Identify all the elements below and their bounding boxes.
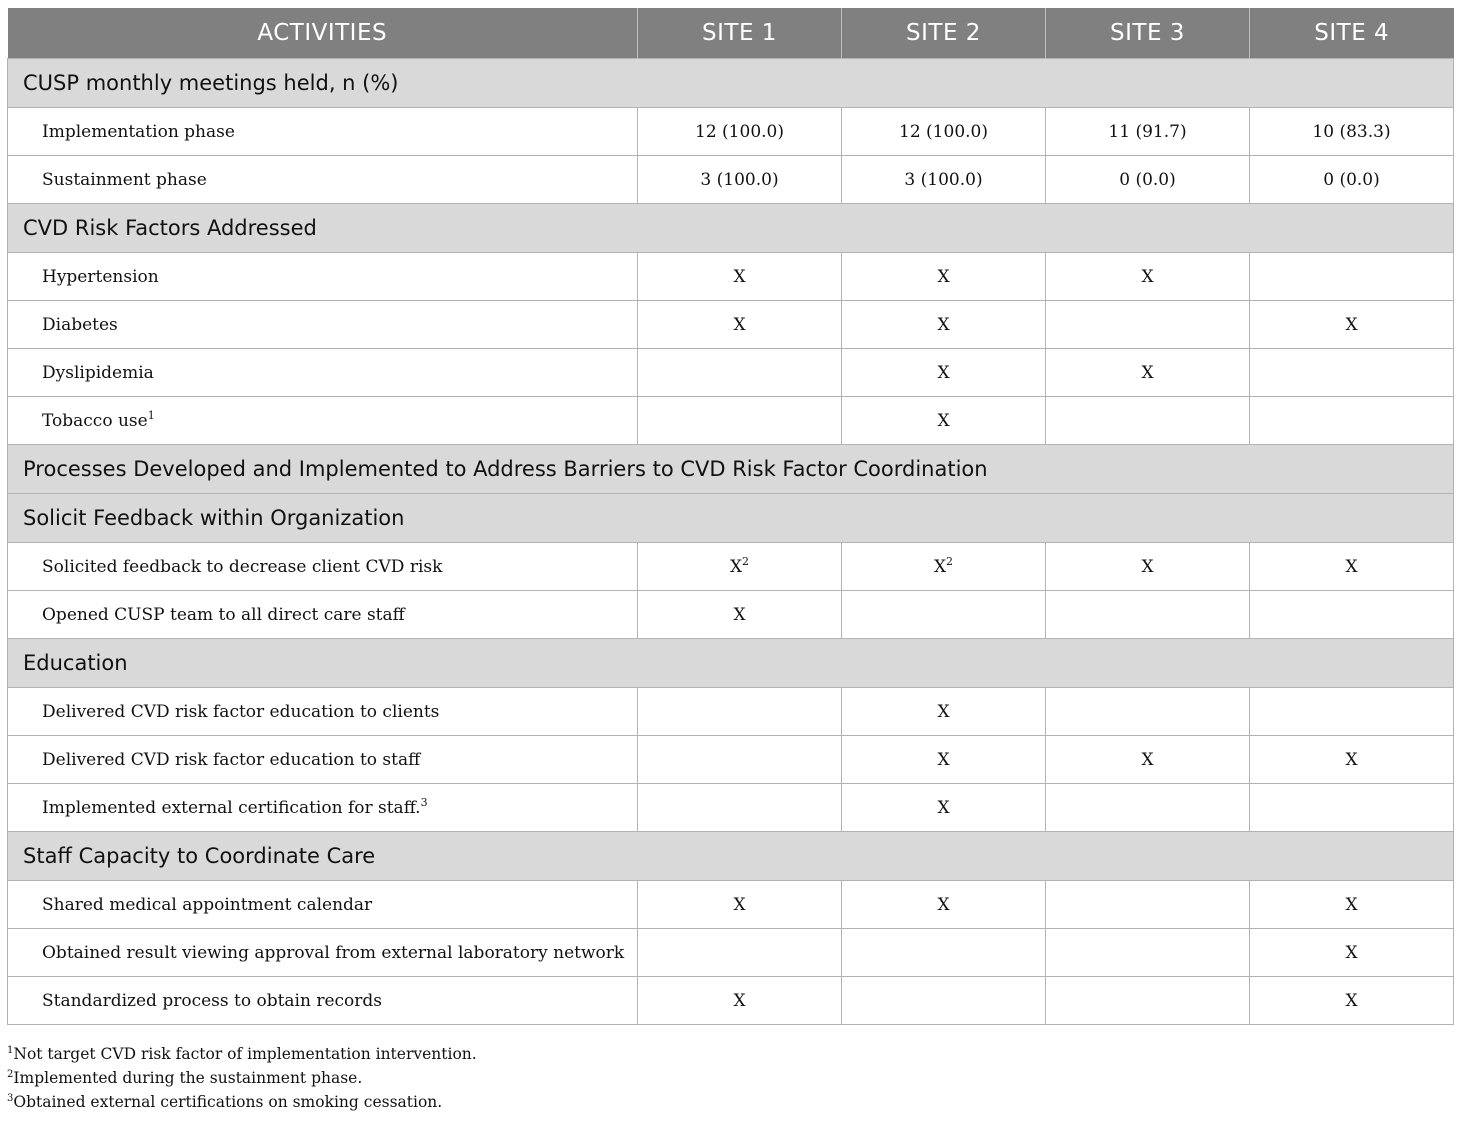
footnote — [7, 1042, 477, 1066]
header-site-4: SITE 4 — [1250, 8, 1454, 59]
table-row — [8, 977, 1454, 1025]
section-processes — [8, 445, 1454, 494]
table-row — [8, 929, 1454, 977]
table-row — [8, 881, 1454, 929]
cell-site-2: X — [842, 349, 1046, 397]
footnote-mark: 3 — [420, 795, 428, 809]
footnote-mark: 2 — [742, 554, 750, 568]
section-title: Education — [8, 639, 1454, 688]
cell-site-4 — [1250, 349, 1454, 397]
cell-site-3: X — [1046, 736, 1250, 784]
cell-site-2 — [842, 543, 1046, 591]
table-row — [8, 591, 1454, 639]
footnote-mark: 1 — [147, 408, 155, 422]
footnote-text: Not target CVD risk factor of implementation intervention. — [13, 1045, 477, 1063]
cell-site-2: X — [842, 397, 1046, 445]
table-header-row — [8, 8, 1454, 59]
cell-site-2: 3 (100.0) — [842, 156, 1046, 204]
table-row — [8, 784, 1454, 832]
cell-site-4: X — [1250, 736, 1454, 784]
cell-site-2: X — [842, 688, 1046, 736]
cell-site-3 — [1046, 688, 1250, 736]
cell-site-1: X — [638, 591, 842, 639]
cell-site-3 — [1046, 929, 1250, 977]
cell-site-1: X — [638, 881, 842, 929]
cell-site-3 — [1046, 301, 1250, 349]
cell-site-1: X — [638, 253, 842, 301]
cell-site-4 — [1250, 784, 1454, 832]
section-title: CUSP monthly meetings held, n (%) — [8, 59, 1454, 108]
table-row — [8, 156, 1454, 204]
header-site-3: SITE 3 — [1046, 8, 1250, 59]
row-label-text: Tobacco use — [42, 410, 148, 431]
cell-site-4 — [1250, 397, 1454, 445]
cell-site-4: 0 (0.0) — [1250, 156, 1454, 204]
footnote-text: Implemented during the sustainment phase. — [13, 1069, 363, 1087]
row-label: Standardized process to obtain records — [8, 977, 638, 1025]
footnote-mark: 3 — [7, 1093, 14, 1104]
row-label: Sustainment phase — [8, 156, 638, 204]
cell-site-1 — [638, 688, 842, 736]
row-label — [8, 397, 638, 445]
cell-site-2: X — [842, 301, 1046, 349]
activities-table — [7, 8, 1454, 1025]
cell-site-2 — [842, 591, 1046, 639]
footnote-mark: 1 — [7, 1045, 14, 1056]
row-label: Shared medical appointment calendar — [8, 881, 638, 929]
row-label: Diabetes — [8, 301, 638, 349]
header-activities: ACTIVITIES — [8, 8, 638, 59]
cell-site-4: X — [1250, 543, 1454, 591]
row-label: Delivered CVD risk factor education to clients — [8, 688, 638, 736]
cell-site-4 — [1250, 591, 1454, 639]
cell-site-4: X — [1250, 881, 1454, 929]
cell-site-1 — [638, 784, 842, 832]
cell-site-3 — [1046, 397, 1250, 445]
cell-site-1: X — [638, 301, 842, 349]
cell-site-4: X — [1250, 301, 1454, 349]
cell-site-2: X — [842, 784, 1046, 832]
table-row — [8, 736, 1454, 784]
row-label: Solicited feedback to decrease client CVD risk — [8, 543, 638, 591]
cell-site-3: 11 (91.7) — [1046, 108, 1250, 156]
table-row — [8, 301, 1454, 349]
table-row — [8, 543, 1454, 591]
cell-site-3 — [1046, 784, 1250, 832]
cell-site-4: X — [1250, 929, 1454, 977]
cell-site-4 — [1250, 688, 1454, 736]
row-label: Obtained result viewing approval from external laboratory network — [8, 929, 638, 977]
cell-site-1 — [638, 397, 842, 445]
section-title: CVD Risk Factors Addressed — [8, 204, 1454, 253]
cell-value: X — [933, 556, 947, 577]
cell-site-3: 0 (0.0) — [1046, 156, 1250, 204]
cell-site-2: X — [842, 736, 1046, 784]
footnote-text: Obtained external certifications on smoking cessation. — [13, 1093, 443, 1111]
cell-site-3: X — [1046, 543, 1250, 591]
cell-site-1 — [638, 543, 842, 591]
row-label: Hypertension — [8, 253, 638, 301]
cell-site-2 — [842, 929, 1046, 977]
section-title: Staff Capacity to Coordinate Care — [8, 832, 1454, 881]
cell-site-2: X — [842, 253, 1046, 301]
section-meetings — [8, 59, 1454, 108]
section-risk-factors — [8, 204, 1454, 253]
cell-site-3 — [1046, 591, 1250, 639]
cell-site-1 — [638, 736, 842, 784]
cell-site-1 — [638, 349, 842, 397]
footnote-mark: 2 — [7, 1069, 14, 1080]
header-site-1: SITE 1 — [638, 8, 842, 59]
cell-site-4: 10 (83.3) — [1250, 108, 1454, 156]
table-row — [8, 397, 1454, 445]
table-row — [8, 108, 1454, 156]
row-label: Opened CUSP team to all direct care staff — [8, 591, 638, 639]
cell-site-3 — [1046, 977, 1250, 1025]
table-row — [8, 253, 1454, 301]
cell-site-1: 12 (100.0) — [638, 108, 842, 156]
row-label-text: Implemented external certification for staff. — [42, 797, 421, 818]
header-site-2: SITE 2 — [842, 8, 1046, 59]
section-education — [8, 639, 1454, 688]
cell-site-1: X — [638, 977, 842, 1025]
row-label: Dyslipidemia — [8, 349, 638, 397]
footnote — [7, 1090, 477, 1114]
table-row — [8, 688, 1454, 736]
cell-site-3: X — [1046, 253, 1250, 301]
footnotes — [7, 1042, 477, 1114]
cell-site-2: X — [842, 881, 1046, 929]
row-label — [8, 784, 638, 832]
row-label: Implementation phase — [8, 108, 638, 156]
footnote-mark: 2 — [946, 554, 954, 568]
section-capacity — [8, 832, 1454, 881]
cell-site-4 — [1250, 253, 1454, 301]
cell-site-1 — [638, 929, 842, 977]
cell-site-3: X — [1046, 349, 1250, 397]
table-row — [8, 349, 1454, 397]
cell-site-2 — [842, 977, 1046, 1025]
cell-site-1: 3 (100.0) — [638, 156, 842, 204]
cell-site-3 — [1046, 881, 1250, 929]
footnote — [7, 1066, 477, 1090]
section-title: Solicit Feedback within Organization — [8, 494, 1454, 543]
section-title: Processes Developed and Implemented to Address Barriers to CVD Risk Factor Coordination — [8, 445, 1454, 494]
cell-value: X — [729, 556, 743, 577]
cell-site-4: X — [1250, 977, 1454, 1025]
cell-site-2: 12 (100.0) — [842, 108, 1046, 156]
section-feedback — [8, 494, 1454, 543]
row-label: Delivered CVD risk factor education to staff — [8, 736, 638, 784]
